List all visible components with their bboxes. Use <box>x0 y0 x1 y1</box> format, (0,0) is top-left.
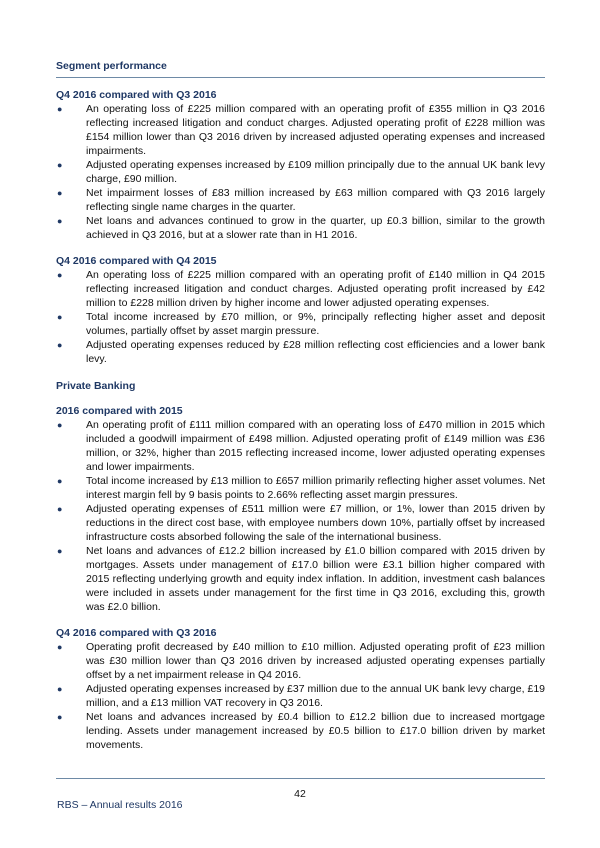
section-divider <box>56 77 545 78</box>
bullet-list <box>56 418 545 614</box>
block-2016-vs-2015 <box>56 405 545 614</box>
block-pb-q4-vs-q3 <box>56 627 545 752</box>
list-item: ● An operating profit of £111 million compared with an operating loss of £470 million in 2015 which included a goodwill impairment of £498 million. Adjusted operating profit of £149 million was £36 million, or 32%, higher than 2015 reflecting increased income, lower adjusted operating expenses and lower impairments. <box>57 419 545 473</box>
bullet-icon: ● <box>57 642 63 652</box>
list-item: ● Adjusted operating expenses of £511 million were £7 million, or 1%, lower than 2015 driven by reductions in the direct cost base, with employee numbers down 10%, partially offset by increased infrastructure costs absorbed following the sale of the international business. <box>57 503 545 543</box>
bullet-icon: ● <box>57 476 63 486</box>
list-item: ● Net loans and advances of £12.2 billion increased by £1.0 billion compared with 2015 driven by mortgages. Assets under management of £17.0 billion were £3.1 billion higher compared with 2015 reflecting underlying growth and equity index inflation. In addition, investment cash balances were included in assets under management for the first time in Q3 2016, excluding this, growth was £2.0 billion. <box>57 545 545 613</box>
section-title: Segment performance <box>56 60 167 72</box>
bullet-icon: ● <box>57 104 63 114</box>
list-item: ● Adjusted operating expenses reduced by £28 million reflecting cost efficiencies and a lower bank levy. <box>57 339 545 365</box>
list-item: ● Net impairment losses of £83 million increased by £63 million compared with Q3 2016 largely reflecting single name charges in the quarter. <box>57 187 545 213</box>
private-banking-title: Private Banking <box>56 380 136 392</box>
list-item: ● An operating loss of £225 million compared with an operating profit of £140 million in Q4 2015 reflecting increased litigation and conduct charges. Adjusted operating profit increased by £42 million to £228 million driven by higher income and lower adjusted operating expenses. <box>57 269 545 309</box>
bullet-icon: ● <box>57 216 63 226</box>
list-item: ● Adjusted operating expenses increased by £109 million principally due to the annual UK bank levy charge, £90 million. <box>57 159 545 185</box>
bullet-icon: ● <box>57 270 63 280</box>
bullet-list <box>56 268 545 366</box>
bullet-icon: ● <box>57 312 63 322</box>
bullet-icon: ● <box>57 712 63 722</box>
bullet-icon: ● <box>57 684 63 694</box>
list-item: ● An operating loss of £225 million compared with an operating profit of £355 million in Q3 2016 reflecting increased litigation and conduct charges. Adjusted operating profit of £228 million was £154 million lower than Q3 2016 driven by increased adjusted operating expenses and increased impairments. <box>57 103 545 157</box>
list-item: ● Adjusted operating expenses increased by £37 million due to the annual UK bank levy charge, £19 million, and a £13 million VAT recovery in Q3 2016. <box>57 683 545 709</box>
bullet-list <box>56 102 545 242</box>
bullet-icon: ● <box>57 340 63 350</box>
bullet-icon: ● <box>57 420 63 430</box>
block-q4-vs-q4 <box>56 255 545 366</box>
block-heading: 2016 compared with 2015 <box>56 405 183 417</box>
bullet-icon: ● <box>57 188 63 198</box>
bullet-list <box>56 640 545 752</box>
bullet-icon: ● <box>57 504 63 514</box>
block-q4-vs-q3 <box>56 89 545 242</box>
list-item: ● Net loans and advances increased by £0.4 billion to £12.2 billion due to increased mortgage lending. Assets under management increased by £0.5 billion to £17.0 billion driven by market movements. <box>57 711 545 751</box>
list-item: ● Operating profit decreased by £40 million to £10 million. Adjusted operating profit of £23 million was £30 million lower than Q3 2016 driven by increased adjusted operating expenses partially offset by a net impairment release in Q4 2016. <box>57 641 545 681</box>
footer-divider <box>56 778 545 779</box>
list-item: ● Total income increased by £13 million to £657 million primarily reflecting higher asset volumes. Net interest margin fell by 9 basis points to 2.66% reflecting asset margin pressures. <box>57 475 545 501</box>
block-heading: Q4 2016 compared with Q3 2016 <box>56 89 217 101</box>
block-heading: Q4 2016 compared with Q3 2016 <box>56 627 217 639</box>
block-heading: Q4 2016 compared with Q4 2015 <box>56 255 217 267</box>
list-item: ● Net loans and advances continued to grow in the quarter, up £0.3 billion, similar to the growth achieved in Q3 2016, but at a slower rate than in H1 2016. <box>57 215 545 241</box>
footer-document-title: RBS – Annual results 2016 <box>57 799 183 811</box>
bullet-icon: ● <box>57 160 63 170</box>
page-content <box>56 60 545 752</box>
private-banking-section <box>56 380 545 752</box>
bullet-icon: ● <box>57 546 63 556</box>
page-number: 42 <box>294 788 306 800</box>
list-item: ● Total income increased by £70 million, or 9%, principally reflecting higher asset and deposit volumes, partially offset by asset margin pressure. <box>57 311 545 337</box>
